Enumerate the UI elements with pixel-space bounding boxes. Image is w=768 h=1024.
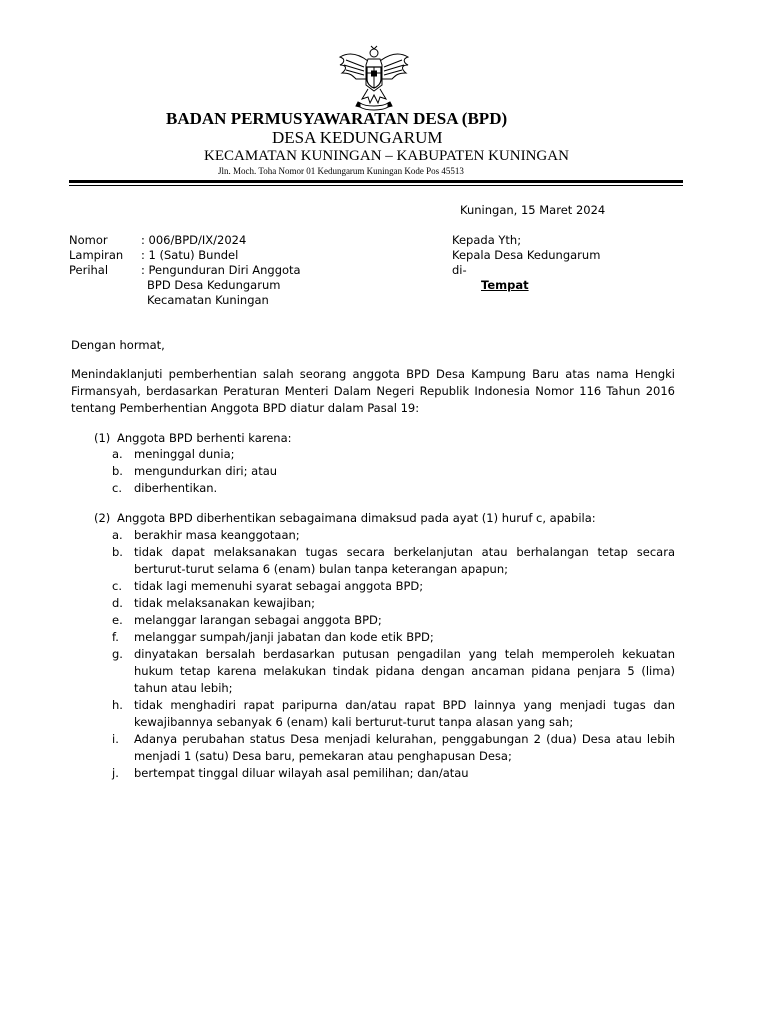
lampiran-value: : 1 (Satu) Bundel: [141, 248, 239, 262]
recipient-place: Tempat: [481, 278, 529, 292]
list-text: melanggar sumpah/janji jabatan dan kode etik BPD;: [134, 630, 434, 644]
lampiran-label: Lampiran: [69, 248, 124, 262]
list-text: meninggal dunia;: [134, 447, 235, 461]
perihal-value: : Pengunduran Diri Anggota: [141, 263, 301, 277]
letterhead-title: BADAN PERMUSYAWARATAN DESA (BPD): [166, 109, 508, 128]
list-text: berakhir masa keanggotaan;: [134, 528, 300, 542]
nomor-value: : 006/BPD/IX/2024: [141, 233, 247, 247]
list-marker: h.: [112, 698, 123, 712]
intro-text: Menindaklanjuti pemberhentian salah seorang anggota BPD Desa Kampung Baru atas nama Hengki Firmansyah, berdasarkan Peraturan Menteri Dalam Negeri Republik Indonesia Nomor 116 Tahun 2016 tentang Pemberhentian Anggota BPD diatur dalam Pasal 19:: [71, 367, 675, 415]
list-marker: d.: [112, 596, 123, 610]
list-marker: a.: [112, 447, 123, 461]
list-marker: c.: [112, 481, 122, 495]
section1-marker: (1): [94, 431, 111, 445]
recipient-greeting: Kepada Yth;: [452, 233, 522, 247]
recipient-name: Kepala Desa Kedungarum: [452, 248, 601, 262]
letterhead-address: Jln. Moch. Toha Nomor 01 Kedungarum Kuningan Kode Pos 45513: [218, 166, 464, 176]
intro-paragraph: [71, 366, 675, 417]
section2-title: Anggota BPD diberhentikan sebagaimana dimaksud pada ayat (1) huruf c, apabila:: [117, 511, 596, 525]
recipient-di: di-: [452, 263, 467, 277]
list-marker: j.: [112, 766, 119, 780]
list-text: mengundurkan diri; atau: [134, 464, 278, 478]
list-marker: g.: [112, 647, 123, 661]
letterhead-divider-thin: [69, 185, 683, 186]
list-text: diberhentikan.: [134, 481, 218, 495]
list-text: Adanya perubahan status Desa menjadi kelurahan, penggabungan 2 (dua) Desa atau lebih menjadi 1 (satu) Desa baru, pemekaran atau penghapusan Desa;: [134, 732, 675, 763]
list-marker: a.: [112, 528, 123, 542]
salutation: Dengan hormat,: [71, 338, 165, 352]
list-text: melanggar larangan sebagai anggota BPD;: [134, 613, 382, 627]
list-text: tidak menghadiri rapat paripurna dan/atau rapat BPD lainnya yang menjadi tugas dan kewajibannya sebanyak 6 (enam) kali berturut-turut tanpa alasan yang sah;: [134, 698, 675, 729]
section1-title: Anggota BPD berhenti karena:: [117, 431, 292, 445]
perihal-line-2: BPD Desa Kedungarum: [147, 278, 281, 292]
letterhead-district: KECAMATAN KUNINGAN – KABUPATEN KUNINGAN: [204, 148, 569, 164]
list-text: tidak dapat melaksanakan tugas secara berkelanjutan atau berhalangan tetap secara berturut-turut selama 6 (enam) bulan tanpa keterangan apapun;: [134, 545, 675, 576]
list-text: bertempat tinggal diluar wilayah asal pemilihan; dan/atau: [134, 766, 469, 780]
list-marker: b.: [112, 545, 123, 559]
letterhead-village: DESA KEDUNGARUM: [272, 128, 443, 147]
garuda-emblem-icon: [336, 45, 412, 111]
list-marker: f.: [112, 630, 119, 644]
list-text: tidak melaksanakan kewajiban;: [134, 596, 316, 610]
list-marker: i.: [112, 732, 119, 746]
perihal-line-3: Kecamatan Kuningan: [147, 293, 269, 307]
perihal-label: Perihal: [69, 263, 109, 277]
nomor-label: Nomor: [69, 233, 108, 247]
list-text: dinyatakan bersalah berdasarkan putusan pengadilan yang telah memperoleh kekuatan hukum tetap karena melakukan tindak pidana dengan ancaman pidana penjara 5 (lima) tahun atau lebih;: [134, 647, 675, 695]
list-text: tidak lagi memenuhi syarat sebagai anggota BPD;: [134, 579, 424, 593]
list-marker: c.: [112, 579, 122, 593]
list-marker: e.: [112, 613, 123, 627]
letter-date: Kuningan, 15 Maret 2024: [460, 203, 606, 217]
section2-marker: (2): [94, 511, 111, 525]
list-marker: b.: [112, 464, 123, 478]
letterhead-divider-thick: [69, 180, 683, 183]
